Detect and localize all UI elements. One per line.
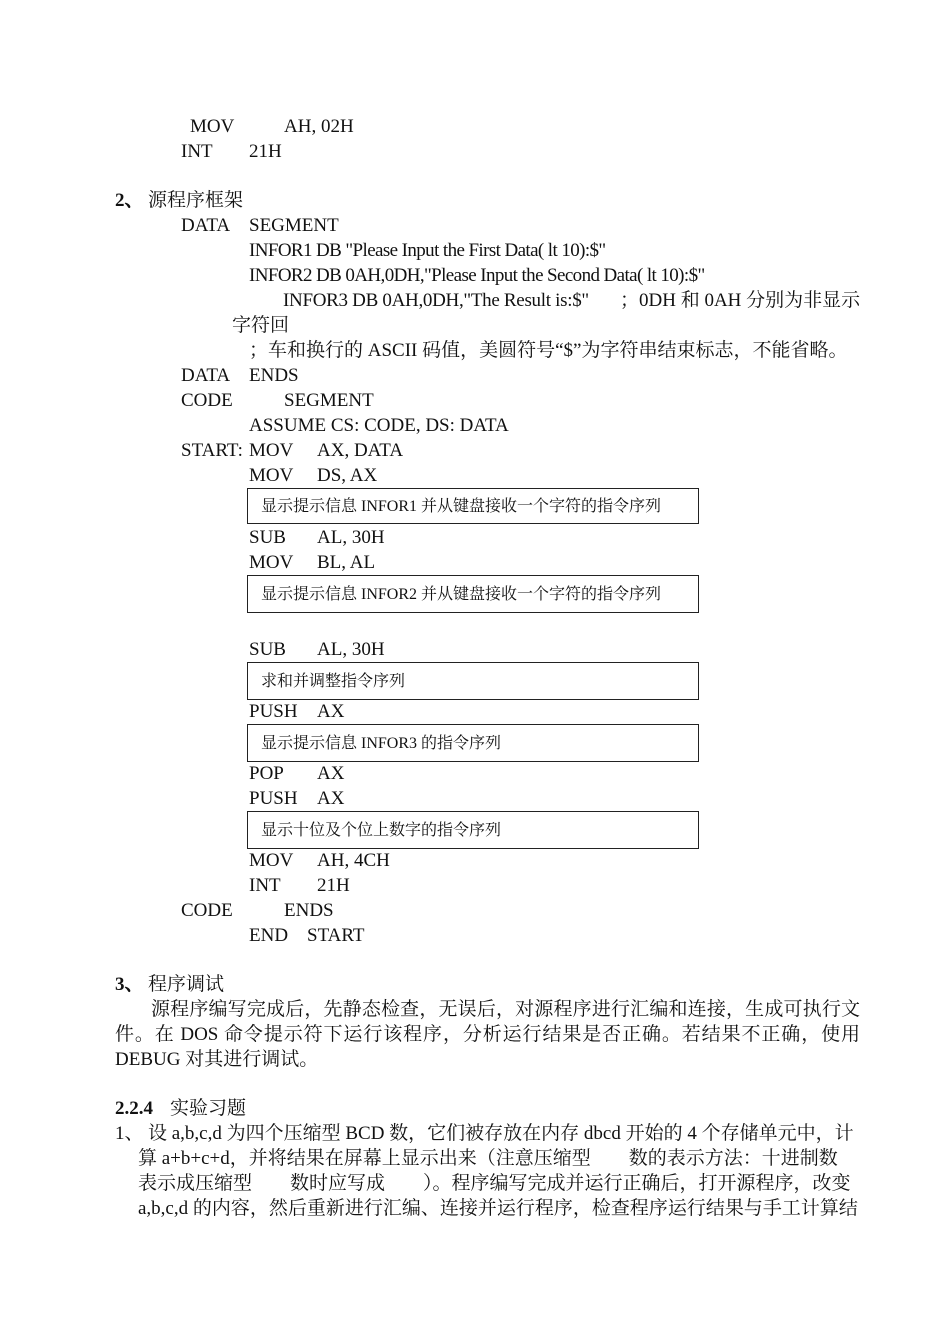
code-label: CODE: [181, 900, 233, 921]
code-op: SUB: [249, 527, 286, 548]
code-label: START:: [181, 440, 243, 461]
code-comment: 字符回: [232, 315, 290, 336]
code-arg: AL, 30H: [317, 527, 385, 548]
code-arg: AH, 02H: [284, 116, 354, 137]
code-op: END: [249, 925, 289, 946]
code-op: MOV: [249, 440, 294, 461]
code-op: MOV: [249, 552, 294, 573]
instruction-box: [247, 662, 699, 700]
code-op: SEGMENT: [284, 390, 374, 411]
section-number: 2、: [115, 190, 144, 211]
section-title: 程序调试: [148, 974, 225, 995]
instruction-box-label: 求和并调整指令序列: [261, 673, 406, 690]
code-arg: AX: [317, 701, 345, 722]
paragraph: 源程序编写完成后，先静态检查，无误后，对源程序进行汇编和连接，生成可执行文件。在 DOS 命令提示符下运行该程序，分析运行结果是否正确。若结果不正确，使用 DEBUG 对其进行调试。: [115, 999, 860, 1070]
code-arg: AL, 30H: [317, 639, 385, 660]
list-item-text: 表示成压缩型 数时应写成 ）。程序编写完成并运行正确后，打开源程序，改变: [138, 1173, 851, 1194]
section-number: 2.2.4: [115, 1098, 153, 1119]
code-arg: BL, AL: [317, 552, 376, 573]
code-op: PUSH: [249, 788, 298, 809]
instruction-box-label: 显示提示信息 INFOR3 的指令序列: [261, 735, 502, 752]
code-arg: START: [307, 925, 365, 946]
code-op: INT: [249, 875, 281, 896]
instruction-box: [247, 724, 699, 762]
instruction-box-label: 显示提示信息 INFOR1 并从键盘接收一个字符的指令序列: [261, 498, 662, 515]
code-line: INFOR2 DB 0AH,0DH,"Please Input the Second Data( lt 10):$": [249, 265, 705, 286]
instruction-box: [247, 575, 699, 613]
list-item-number: 1、: [115, 1123, 144, 1144]
instruction-box: [247, 488, 699, 524]
code-arg: 21H: [249, 141, 282, 162]
code-arg: AX: [317, 763, 345, 784]
list-item-text: a,b,c,d 的内容，然后重新进行汇编、连接并运行程序，检查程序运行结果与手工计算结: [138, 1198, 858, 1219]
code-op: PUSH: [249, 701, 298, 722]
code-comment: ；车和换行的 ASCII 码值，美圆符号“$”为字符串结束标志，不能省略。: [249, 340, 848, 361]
code-op: INT: [181, 141, 213, 162]
code-op: SEGMENT: [249, 215, 339, 236]
code-line: INFOR3 DB 0AH,0DH,"The Result is:$": [283, 290, 589, 311]
instruction-box-label: 显示提示信息 INFOR2 并从键盘接收一个字符的指令序列: [261, 586, 662, 603]
code-arg: AH, 4CH: [317, 850, 390, 871]
code-label: CODE: [181, 390, 233, 411]
code-arg: 21H: [317, 875, 350, 896]
section-number: 3、: [115, 974, 144, 995]
code-arg: AX, DATA: [317, 440, 404, 461]
code-op: ENDS: [284, 900, 334, 921]
code-op: POP: [249, 763, 284, 784]
code-comment: ；0DH 和 0AH 分别为非显示: [620, 290, 861, 311]
code-label: DATA: [181, 365, 231, 386]
code-op: SUB: [249, 639, 286, 660]
code-op: MOV: [249, 850, 294, 871]
code-line: INFOR1 DB "Please Input the First Data( lt 10):$": [249, 240, 606, 261]
instruction-box-label: 显示十位及个位上数字的指令序列: [261, 822, 502, 839]
section-title: 实验习题: [170, 1098, 247, 1119]
list-item-text: 算 a+b+c+d，并将结果在屏幕上显示出来（注意压缩型 数的表示方法：十进制数: [138, 1148, 838, 1169]
code-op: MOV: [190, 116, 235, 137]
list-item-text: 设 a,b,c,d 为四个压缩型 BCD 数，它们被存放在内存 dbcd 开始的 4 个存储单元中，计: [148, 1123, 854, 1144]
code-label: DATA: [181, 215, 231, 236]
code-arg: AX: [317, 788, 345, 809]
code-arg: DS, AX: [317, 465, 378, 486]
code-op: MOV: [249, 465, 294, 486]
section-title: 源程序框架: [148, 190, 244, 211]
instruction-box: [247, 811, 699, 849]
code-line: ASSUME CS: CODE, DS: DATA: [249, 415, 509, 436]
code-op: ENDS: [249, 365, 299, 386]
